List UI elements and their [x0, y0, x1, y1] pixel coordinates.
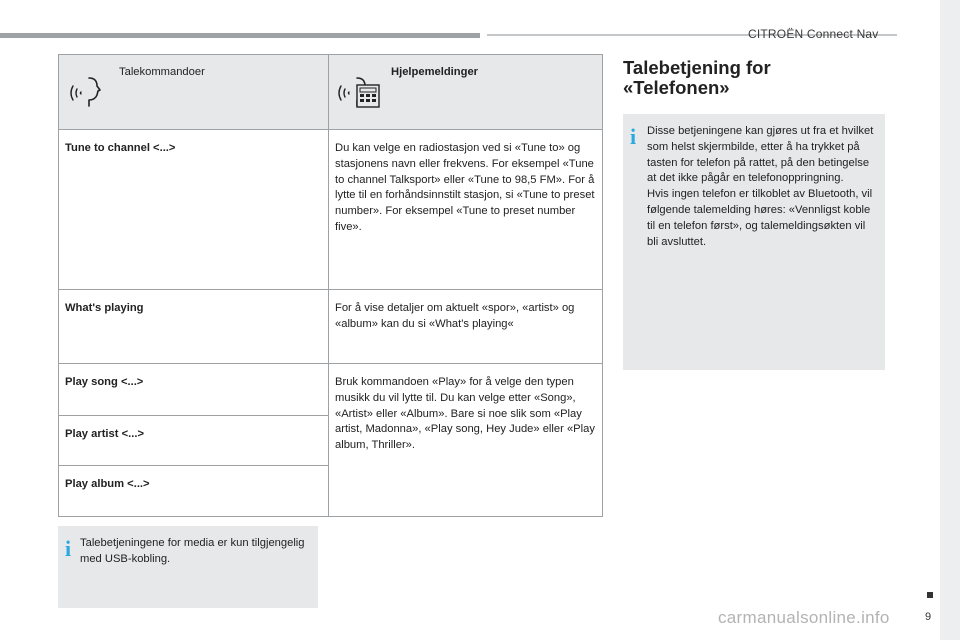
table-row	[59, 130, 603, 290]
table-row	[59, 364, 603, 416]
help-cell: For å vise detaljer om aktuelt «spor», «artist» og «album» kan du si «What's playing«	[329, 290, 603, 364]
info-icon: i	[630, 124, 637, 149]
command-cell: Tune to channel <...>	[59, 130, 329, 290]
command-cell: Play album <...>	[59, 466, 329, 517]
speaking-head-icon	[67, 73, 107, 113]
column-header-help: Hjelpemeldinger	[391, 66, 479, 78]
command-cell: Play artist <...>	[59, 416, 329, 466]
table-header-row	[59, 55, 603, 130]
header-cell-help	[329, 55, 603, 130]
help-cell: Bruk kommandoen «Play» for å velge den typen musikk du vil lytte til. Du kan velge etter «Song», «Artist» eller «Album». Bare si noe slik som «Play artist, Madonna», «Play song, Hey Jude» eller «Play album, Thriller».	[329, 364, 603, 517]
header-cell-commands	[59, 55, 329, 130]
watermark: carmanualsonline.info	[718, 608, 890, 627]
page-edge-strip	[940, 0, 960, 640]
phone-info-note	[623, 114, 885, 370]
manual-title: CITROËN Connect Nav	[748, 27, 879, 41]
column-header-commands: Talekommandoer	[119, 66, 205, 78]
header-bar	[0, 33, 480, 38]
command-cell: What's playing	[59, 290, 329, 364]
continuation-marker	[927, 592, 933, 598]
info-icon: i	[65, 536, 72, 561]
page-number: 9	[925, 611, 932, 623]
voice-commands-table	[58, 54, 603, 517]
section-title: Talebetjening for «Telefonen»	[623, 57, 771, 98]
phone-note-text: Disse betjeningene kan gjøres ut fra et hvilket som helst skjermbilde, etter å ha trykket på tasten for telefon på rattet, på den betingelse at det ikke pågår en telefonoppringning. Hvis ingen telefon er tilkoblet av Bluetooth, vil følgende talemelding høres: «Vennligst koble til en telefon først», og talemeldingsøkten vil bli avsluttet.	[647, 125, 874, 248]
command-cell: Play song <...>	[59, 364, 329, 416]
table-row	[59, 290, 603, 364]
media-info-note	[58, 526, 318, 608]
media-note-text: Talebetjeningene for media er kun tilgjengelig med USB-kobling.	[80, 537, 305, 565]
help-cell: Du kan velge en radiostasjon ved si «Tune to» og stasjonens navn eller frekvens. For eksempel «Tune to channel Talksport» eller «Tune to 98,5 FM». For å lytte til en forhåndsinnstilt stasjon, si «Tune to preset number». For eksempel «Tune to preset number five».	[329, 130, 603, 290]
speaking-head-keypad-icon	[335, 73, 381, 113]
